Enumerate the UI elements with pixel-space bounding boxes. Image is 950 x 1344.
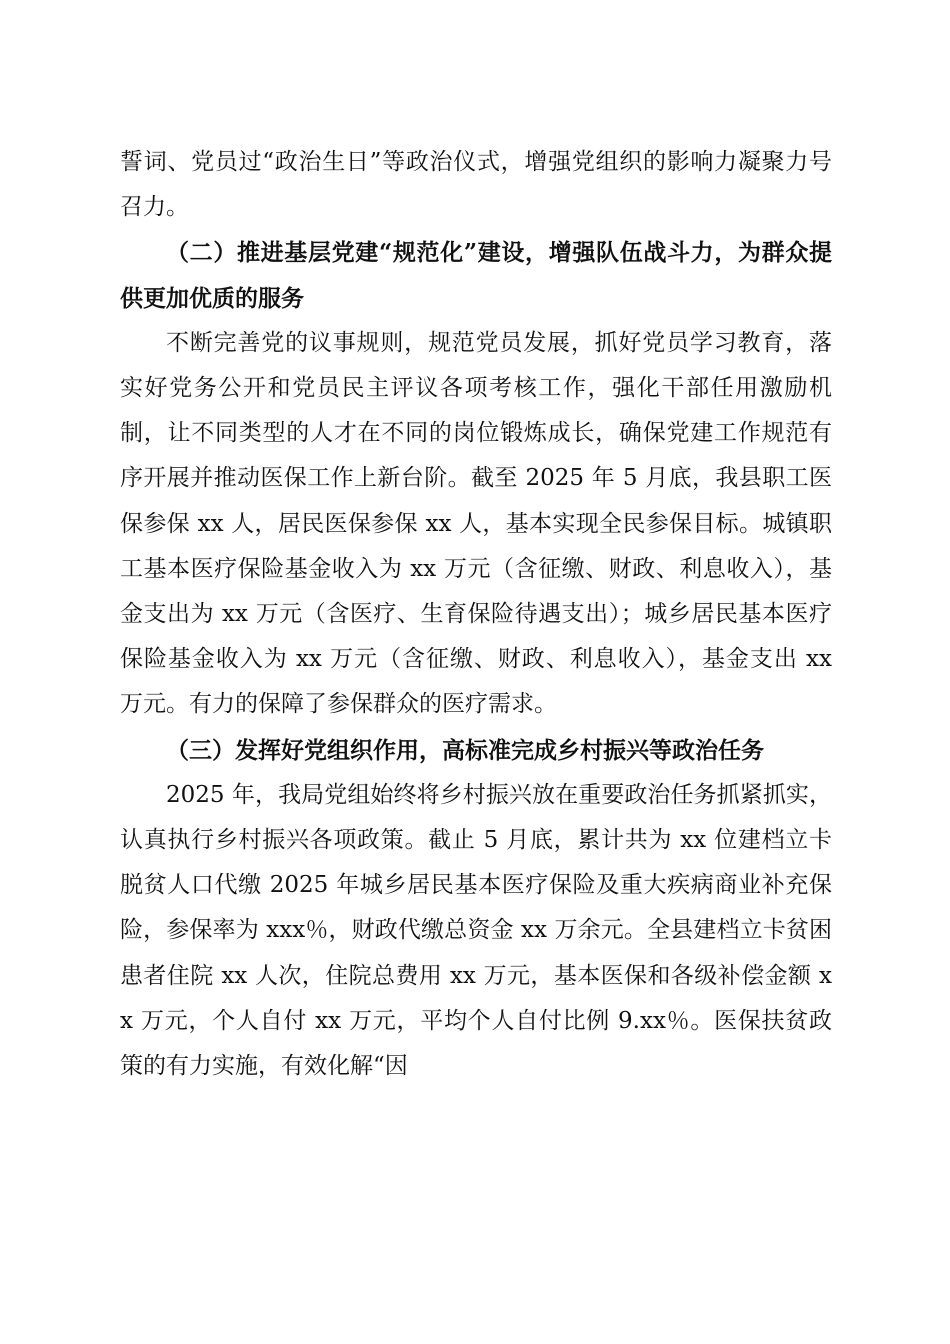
section-heading-2: （二）推进基层党建“规范化”建设，增强队伍战斗力，为群众提供更加优质的服务 bbox=[120, 239, 832, 312]
paragraph-ceremony-end: 誓词、党员过“政治生日”等政治仪式，增强党组织的影响力凝聚力号召力。 bbox=[120, 149, 832, 221]
section-heading-3: （三）发挥好党组织作用，高标准完成乡村振兴等政治任务 bbox=[166, 736, 764, 764]
document-page bbox=[120, 140, 832, 1089]
paragraph-standardization: 不断完善党的议事规则，规范党员发展，抓好党员学习教育，落实好党务公开和党员民主评议各项考核工作，强化干部任用激励机制，让不同类型的人才在不同的岗位锻炼成长，确保党建工作规范有序开展并推动医保工作上新台阶。截至 2025 年 5 月底，我县职工医保参保 xx 人，居民医保参保 xx 人，基本实现全民参保目标。城镇职工基本医疗保险基金收入为 xx 万元（含征缴、财政、利息收入），基金支出为 xx 万元（含医疗、生育保险待遇支出）；城乡居民基本医疗保险基金收入为 xx 万元（含征缴、财政、利息收入），基金支出 xx 万元。有力的保障了参保群众的医疗需求。 bbox=[120, 329, 832, 718]
paragraph-rural-revitalization: 2025 年，我局党组始终将乡村振兴放在重要政治任务抓紧抓实，认真执行乡村振兴各项政策。截止 5 月底，累计共为 xx 位建档立卡脱贫人口代缴 2025 年城乡居民基本医疗保险及重大疾病商业补充保险，参保率为 xxx％，财政代缴总资金 xx 万余元。全县建档立卡贫困患者住院 xx 人次，住院总费用 xx 万元，基本医保和各级补偿金额 xx 万元，个人自付 xx 万元，平均个人自付比例 9.xx％。医保扶贫政策的有力实施，有效化解“因 bbox=[120, 781, 832, 1080]
